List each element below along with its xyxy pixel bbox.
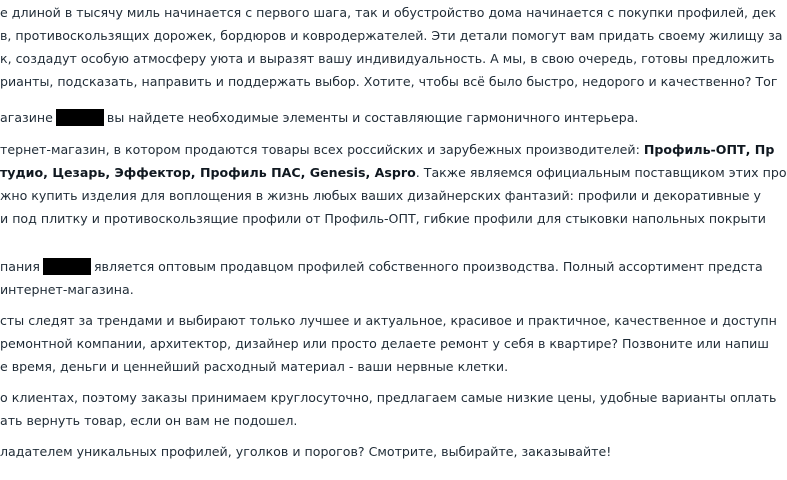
redacted-block [56,109,104,126]
paragraph-1-line-4: рианты, подсказать, направить и поддержать выбор. Хотите, чтобы всё было быстро, недорого и качественно? Тог [0,74,778,89]
paragraph-3-text-plain: тернет-магазин, в котором продаются товары всех российских и зарубежных производителей: [0,142,644,157]
paragraph-2-text-after: вы найдете необходимые элементы и составляющие гармоничного интерьера. [106,110,639,125]
paragraph-3-text-continued: . Также являемся официальным поставщиком этих про [415,165,787,180]
paragraph-5-line-2: ремонтной компании, архитектор, дизайнер или просто делаете ремонт у себя в квартире? Позвоните или напиш [0,336,769,351]
paragraph-2-line-1 [0,109,638,127]
paragraph-5-line-1: сты следят за трендами и выбирают только лучшее и актуальное, красивое и практичное, качественное и доступн [0,313,777,328]
paragraph-1-line-1: е длиной в тысячу миль начинается с первого шага, так и обустройство дома начинается с покупки профилей, дек [0,5,777,20]
paragraph-3-line-3: жно купить изделия для воплощения в жизнь любых ваших дизайнерских фантазий: профили и декоративные у [0,188,762,203]
paragraph-3-brands-list: тудио, Цезарь, Эффектор, Профиль ПАС, Genesis, Aspro [0,165,416,180]
paragraph-2-text-before: агазине [0,110,53,125]
paragraph-4-text-before: пания [0,259,40,274]
paragraph-3-line-2 [0,164,787,182]
paragraph-4-line-1 [0,258,763,276]
paragraph-3-line-1 [0,141,774,159]
paragraph-4-text-after: является оптовым продавцом профилей собственного производства. Полный ассортимент предста [93,259,763,274]
paragraph-1-line-2: в, противоскользящих дорожек, бордюров и ковродержателей. Эти детали помогут вам придать своему жилищу за [0,28,783,43]
paragraph-6-line-2: ать вернуть товар, если он вам не подошел. [0,413,298,428]
paragraph-1-line-3: к, создадут особую атмосферу уюта и выразят вашу индивидуальность. А мы, в свою очередь, готовы предложить [0,51,775,66]
paragraph-3-brands-bold: Профиль-ОПТ, Пр [643,142,775,157]
paragraph-6-line-1: о клиентах, поэтому заказы принимаем круглосуточно, предлагаем самые низкие цены, удобные варианты оплать [0,390,777,405]
paragraph-7-line-1: ладателем уникальных профилей, уголков и порогов? Смотрите, выбирайте, заказывайте! [0,444,612,459]
paragraph-4-line-2: интернет-магазина. [0,282,134,297]
paragraph-5-line-3: е время, деньги и ценнейший расходный материал - ваши нервные клетки. [0,359,509,374]
paragraph-3-line-4: и под плитку и противоскользящие профили от Профиль-ОПТ, гибкие профили для стыковки напольных покрыти [0,211,766,226]
redacted-block [43,258,91,275]
